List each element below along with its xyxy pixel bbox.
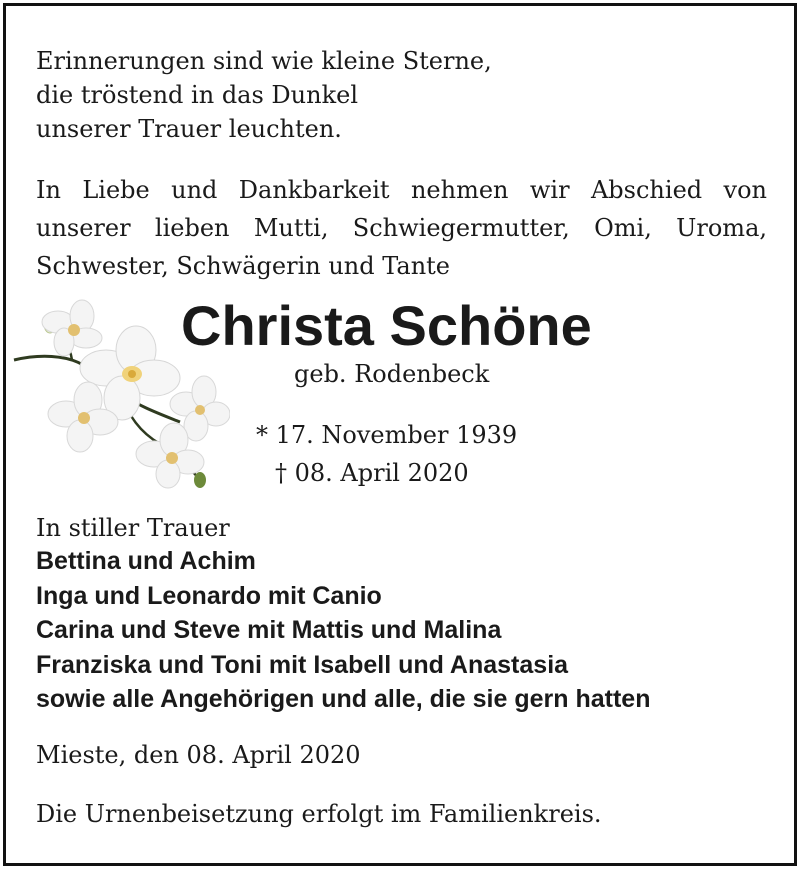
birth-date: * 17. November 1939: [256, 421, 518, 449]
memorial-poem: [36, 44, 492, 146]
list-item: sowie alle Angehörigen und alle, die sie gern hatten: [36, 685, 651, 713]
intro-line: Schwester, Schwägerin und Tante: [36, 252, 450, 280]
life-dates: [256, 416, 517, 492]
list-item: Carina und Steve mit Mattis und Malina: [36, 616, 502, 644]
mourners-list: [36, 544, 650, 717]
intro-line: unserer lieben Mutti, Schwiegermutter, Omi, Uroma,: [36, 214, 767, 242]
list-item: Franziska und Toni mit Isabell und Anastasia: [36, 650, 569, 679]
poem-line: die tröstend in das Dunkel: [36, 81, 359, 109]
obituary-notice: [3, 3, 797, 866]
place-and-date: Mieste, den 08. April 2020: [36, 741, 361, 769]
maiden-name: geb. Rodenbeck: [294, 360, 490, 388]
death-date: † 08. April 2020: [275, 459, 469, 487]
deceased-name: Christa Schöne: [181, 294, 592, 357]
list-item: Inga und Leonardo mit Canio: [36, 581, 382, 610]
list-item: Bettina und Achim: [36, 547, 256, 575]
farewell-intro: [36, 171, 767, 285]
intro-line: In Liebe und Dankbarkeit nehmen wir Abschied von: [36, 176, 767, 204]
mourning-label: In stiller Trauer: [36, 514, 230, 542]
poem-line: Erinnerungen sind wie kleine Sterne,: [36, 47, 492, 75]
poem-line: unserer Trauer leuchten.: [36, 115, 342, 143]
burial-note: Die Urnenbeisetzung erfolgt im Familienkreis.: [36, 800, 602, 828]
